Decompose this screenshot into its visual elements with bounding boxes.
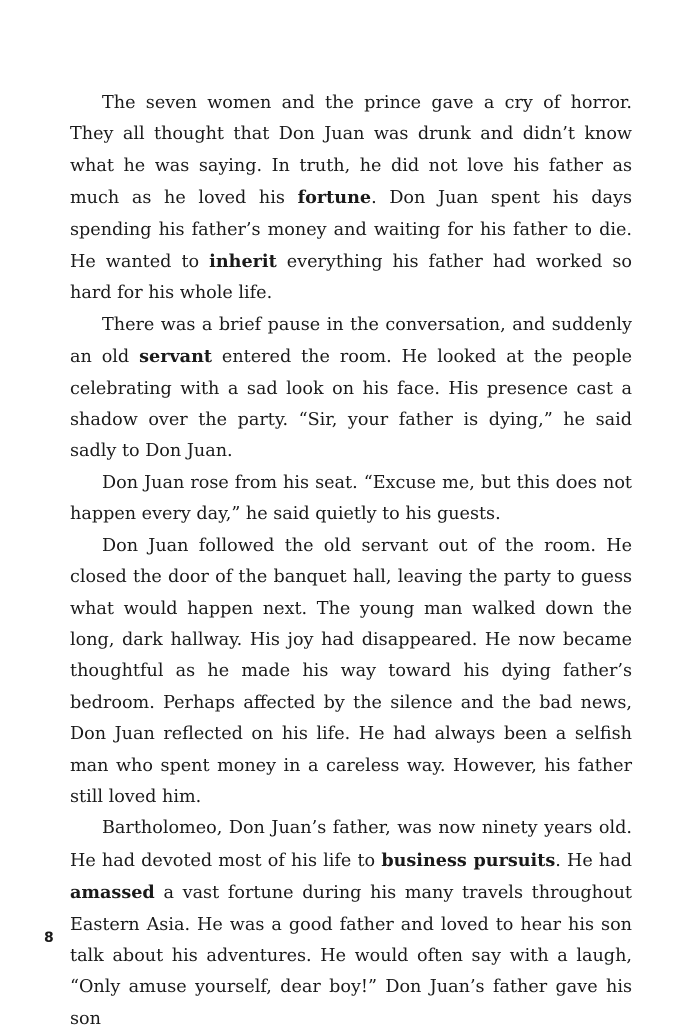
vocab-word-inherit: inherit [209,251,277,273]
paragraph: There was a brief pause in the conversation, and suddenly an old servant entered the room. He looked at the people celebrating with a sad look on his face. His presence cast a shadow over the party. “Sir, your father is dying,” he said sadly to Don Juan. [70,314,632,462]
paragraph: Don Juan followed the old servant out of the room. He closed the door of the banquet hall, leaving the party to guess what would happen next. The young man walked down the long, dark hallway. His joy had disappeared. He now became thoughtful as he made his way toward his dying father’s bedroom. Perhaps affected by the silence and the bad news, Don Juan reflected on his life. He had always been a selfish man who spent money in a careless way. However, his father still loved him. [70,535,632,807]
paragraph: Bartholomeo, Don Juan’s father, was now ninety years old. He had devoted most of his life to business pursuits. He had amassed a vast fortune during his many travels throughout Eastern Asia. He was a good father and loved to hear his son talk about his adventures. He would often say with a laugh, “Only amuse yourself, dear boy!” Don Juan’s father gave his son [70,818,632,1029]
page-number: 8 [44,930,54,946]
vocab-word-business-pursuits: business pursuits [381,849,556,871]
vocab-word-fortune: fortune [297,187,372,209]
paragraph: The seven women and the prince gave a cry of horror. They all thought that Don Juan was drunk and didn’t know what he was saying. In truth, he did not love his father as much as he loved his fortune. Don Juan spent his days spending his father’s money and waiting for his father to die. He wanted to inherit everything his father had worked so hard for his whole life. [70,93,632,304]
body-text [70,88,632,1035]
vocab-word-amassed: amassed [70,882,155,904]
paragraph: Don Juan rose from his seat. “Excuse me, but this does not happen every day,” he said quietly to his guests. [70,472,632,525]
vocab-word-servant: servant [139,346,213,368]
